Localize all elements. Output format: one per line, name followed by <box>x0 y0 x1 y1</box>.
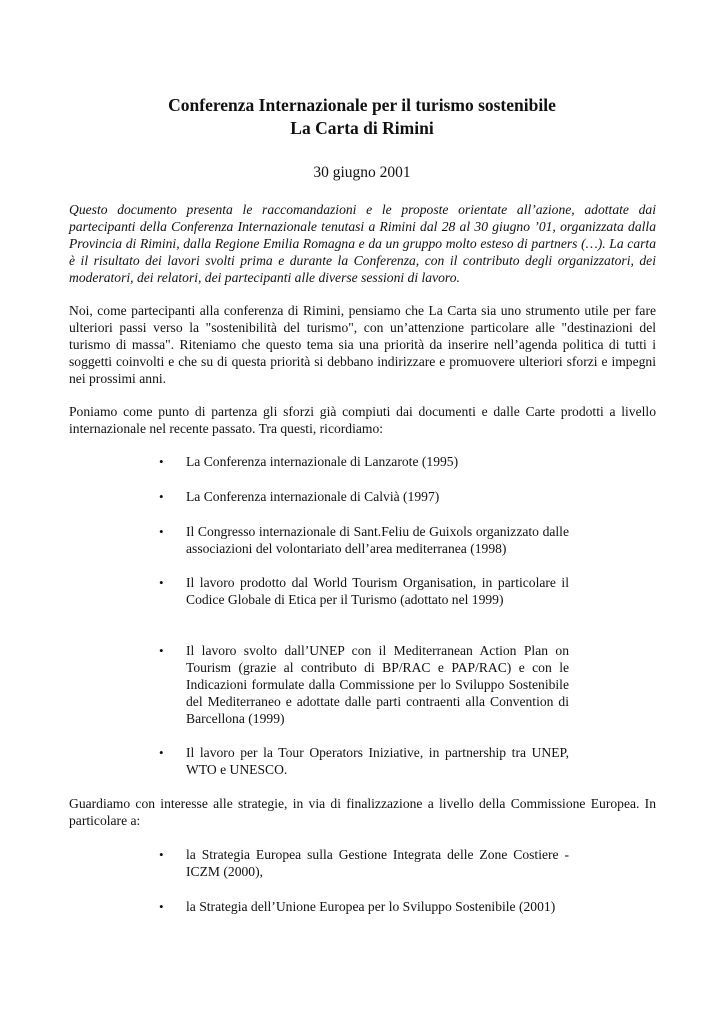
list-item-text: La Conferenza internazionale di Lanzarote (1995) <box>186 454 459 469</box>
bullet-icon: • <box>159 524 164 539</box>
list-item <box>159 574 569 608</box>
document-date: 30 giugno 2001 <box>313 164 411 181</box>
document-subtitle: La Carta di Rimini <box>290 118 434 138</box>
list-item-text: La Conferenza internazionale di Calvià (1997) <box>186 489 440 504</box>
list-item-text: Il Congresso internazionale di Sant.Feliu de Guixols organizzato dalle associazioni del volontariato dell’area mediterranea (1998) <box>186 524 569 557</box>
bullet-icon: • <box>159 899 164 914</box>
document-title: Conferenza Internazionale per il turismo sostenibile <box>168 95 556 115</box>
body-paragraph-2: Poniamo come punto di partenza gli sforzi già compiuti dai documenti e dalle Carte prodotti a livello internazionale nel recente passato. Tra questi, ricordiamo: <box>69 404 656 437</box>
bullet-icon: • <box>159 575 164 590</box>
list-item <box>159 744 569 778</box>
intro-paragraph: Questo documento presenta le raccomandazioni e le proposte orientate all’azione, adottate dai partecipanti della Conferenza Internazionale tenutasi a Rimini dal 28 al 30 giugno ’01, organizzata dalla Provincia di Rimini, dalla Regione Emilia Romagna e da un gruppo molto esteso di partners (…). La carta è il risultato dei lavori svolti prima e durante la Conferenza, con il contributo degli organizzatori, dei moderatori, dei relatori, dei partecipanti alle diverse sessioni di lavoro. <box>69 202 656 286</box>
bullet-icon: • <box>159 643 164 658</box>
list-item-text: Il lavoro prodotto dal World Tourism Organisation, in particolare il Codice Globale di Etica per il Turismo (adottato nel 1999) <box>186 575 569 608</box>
bullet-icon: • <box>159 847 164 862</box>
bullet-icon: • <box>159 489 164 504</box>
list-item-text: Il lavoro per la Tour Operators Iniziative, in partnership tra UNEP, WTO e UNESCO. <box>186 745 569 778</box>
bullet-icon: • <box>159 454 164 469</box>
list-item <box>159 523 569 557</box>
list-item <box>159 642 569 727</box>
list-item <box>159 488 569 505</box>
list-item <box>159 846 569 880</box>
list-item-text: la Strategia Europea sulla Gestione Integrata delle Zone Costiere - ICZM (2000), <box>186 847 569 880</box>
body-paragraph-1: Noi, come partecipanti alla conferenza di Rimini, pensiamo che La Carta sia uno strumento utile per fare ulteriori passi verso la "sostenibilità del turismo", con un’attenzione particolare alle "destinazioni del turismo di massa". Riteniamo che questo tema sia una priorità da inserire nell’agenda politica di tutti i soggetti coinvolti e che su di questa priorità si debbano indirizzare e promuovere ulteriori sforzi e impegni nei prossimi anni. <box>69 303 656 387</box>
bullet-icon: • <box>159 745 164 760</box>
list-item-text: la Strategia dell’Unione Europea per lo Sviluppo Sostenibile (2001) <box>186 899 556 914</box>
body-paragraph-3: Guardiamo con interesse alle strategie, in via di finalizzazione a livello della Commissione Europea. In particolare a: <box>69 796 656 829</box>
list-item <box>159 453 569 470</box>
list-item <box>159 898 569 915</box>
list-item-text: Il lavoro svolto dall’UNEP con il Mediterranean Action Plan on Tourism (grazie al contributo di BP/RAC e PAP/RAC) e con le Indicazioni formulate dalla Commissione per lo Sviluppo Sostenibile del Mediterraneo e adottate dalle parti contraenti alla Convention di Barcellona (1999) <box>186 643 569 727</box>
